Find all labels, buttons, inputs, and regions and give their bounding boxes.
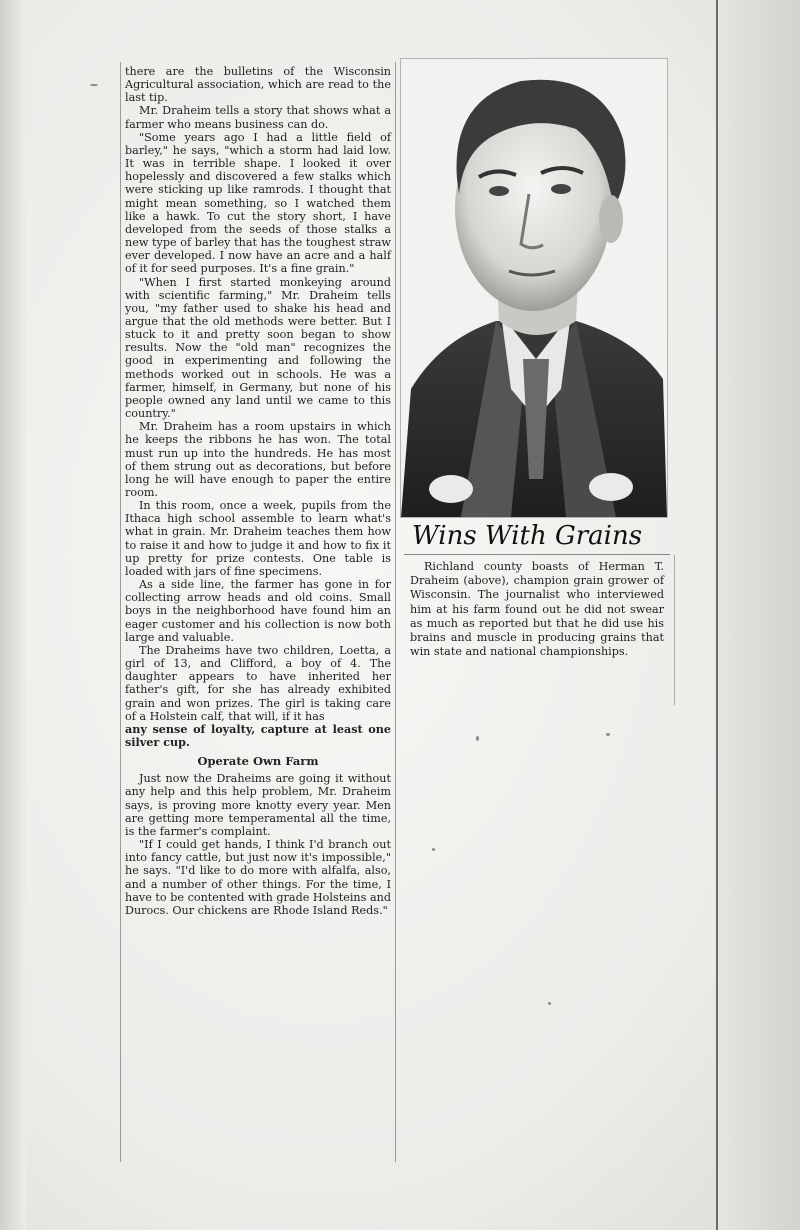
portrait-illustration	[401, 59, 667, 517]
scan-speck	[476, 736, 479, 741]
article-paragraph: The Draheims have two children, Loetta, a girl of 13, and Clifford, a boy of 4. The daughter appears to have inherited her father's gift, for she has already exhibited grain and won prizes. The girl is taking care of a Holstein calf, that will, if it has	[125, 643, 391, 723]
caption-paragraph: Richland county boasts of Herman T. Draheim (above), champion grain grower of Wisconsin. The journalist who interviewed him at his farm found out he did not swear as much as reported but that he did use his brains and muscle in producing grains that win state and national championships.	[410, 560, 664, 659]
scan-left-edge	[0, 0, 26, 1230]
article-paragraph: Mr. Draheim tells a story that shows what a farmer who means business can do.	[125, 104, 391, 131]
article-column	[120, 62, 396, 1162]
section-subhead: Operate Own Farm	[197, 754, 319, 769]
scan-speck	[432, 848, 435, 851]
photo-caption-body	[410, 560, 664, 659]
scan-speck	[606, 733, 610, 736]
article-paragraph: "Some years ago I had a little field of barley," he says, "which a storm had laid low. It was in terrible shape. I looked it over hopelessly and discovered a few stalks which were sticking up like ramrods. I thought that might mean something, so I watched them like a hawk. To cut the story short, I have developed from the seeds of those stalks a new type of barley that has the toughest straw ever developed. I now have an acre and a half of it for seed purposes. It's a fine grain."	[125, 130, 391, 276]
scan-right-margin	[718, 0, 800, 1230]
portrait-photo	[400, 58, 668, 518]
article-paragraph: "When I first started monkeying around with scientific farming," Mr. Draheim tells you, "my father used to shake his head and argue that the old methods were better. But I stuck to it and pretty soon began to show results. Now the "old man" recognizes the good in experimenting and following the methods worked out in schools. He was a farmer, himself, in Germany, but none of his people owned any land until we came to this country."	[125, 275, 391, 421]
article-paragraph-tail: any sense of loyalty, capture at least one silver cup.	[125, 721, 391, 749]
article-paragraph: As a side line, the farmer has gone in for collecting arrow heads and old coins. Small boys in the neighborhood have found him an eager customer and his collection is now both large and valuable.	[125, 578, 391, 644]
photo-caption-headline: Wins With Grains	[404, 518, 670, 555]
article-paragraph: In this room, once a week, pupils from the Ithaca high school assemble to learn what's what in grain. Mr. Draheim teaches them how to raise it and how to judge it and how to fix it up pretty for prize contests. One table is loaded with jars of fine specimens.	[125, 499, 391, 578]
article-paragraph: "If I could get hands, I think I'd branch out into fancy cattle, but just now it's impossible," he says. "I'd like to do more with alfalfa, also, and a number of other things. For the time, I have to be contented with grade Holsteins and Durocs. Our chickens are Rhode Island Reds."	[125, 838, 391, 917]
article-paragraph: there are the bulletins of the Wisconsin Agricultural association, which are read to the last tip.	[125, 65, 391, 105]
scan-speck	[548, 1002, 551, 1005]
article-paragraph: Just now the Draheims are going it without any help and this help problem, Mr. Draheim says, is proving more knotty every year. Men are getting more temperamental all the time, is the farmer's complaint.	[125, 772, 391, 838]
article-paragraph: Mr. Draheim has a room upstairs in which he keeps the ribbons he has won. The total must run up into the hundreds. He has most of them strung out as decorations, but before long he will have enough to paper the entire room.	[125, 420, 391, 499]
scan-speck	[90, 84, 98, 86]
